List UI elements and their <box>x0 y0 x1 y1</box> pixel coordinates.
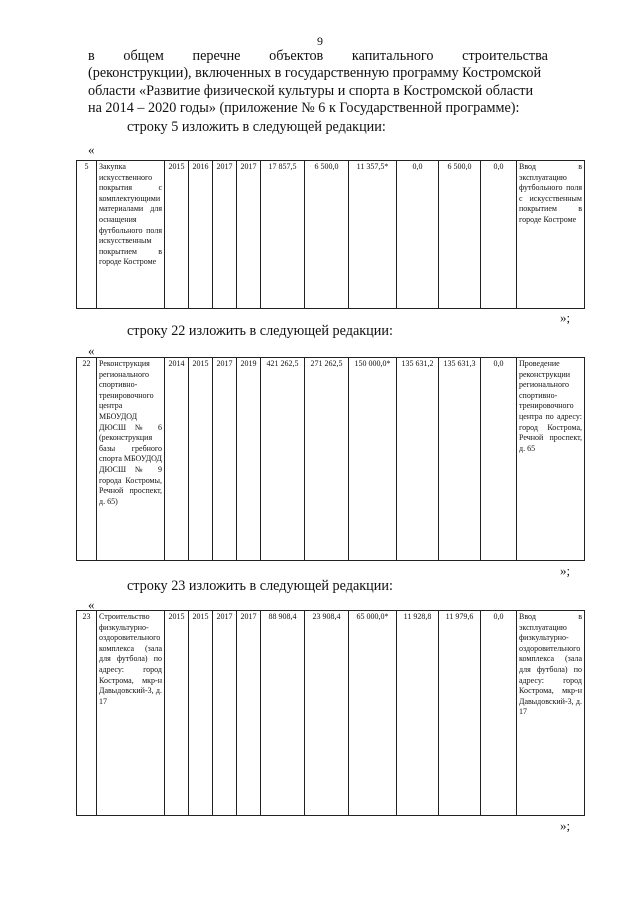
instruction-row-22: строку 22 изложить в следующей редакции: <box>127 323 393 339</box>
value-cell: 6 500,0 <box>439 161 481 309</box>
year-cell: 2015 <box>165 611 189 816</box>
open-quote: « <box>88 597 95 612</box>
table-row-5 <box>76 160 585 309</box>
close-mark: »; <box>560 563 571 578</box>
close-mark: »; <box>560 818 571 833</box>
intro-line-4: на 2014 – 2020 годы» (приложение № 6 к Государственной программе): <box>88 99 520 116</box>
value-cell: 135 631,3 <box>439 358 481 561</box>
intro-word: капитального <box>351 48 434 64</box>
year-cell: 2017 <box>237 161 261 309</box>
open-quote: « <box>88 142 95 157</box>
instruction-row-5: строку 5 изложить в следующей редакции: <box>127 119 386 135</box>
value-cell: 23 908,4 <box>305 611 349 816</box>
value-cell: 17 857,5 <box>261 161 305 309</box>
intro-paragraph <box>88 48 548 117</box>
value-cell: 11 357,5* <box>349 161 397 309</box>
expected-result: Проведение реконструкции регионального спортивно-тренировочного центра по адресу: город Кострома, Речной проспект, д. 65 <box>517 358 585 561</box>
intro-line-2: (реконструкции), включенных в государственную программу Костромской <box>88 65 542 82</box>
year-cell: 2017 <box>237 611 261 816</box>
table-row-22 <box>76 357 585 561</box>
value-cell: 88 908,4 <box>261 611 305 816</box>
year-cell: 2017 <box>213 611 237 816</box>
page-number: 9 <box>317 34 323 48</box>
value-cell: 6 500,0 <box>305 161 349 309</box>
value-cell: 11 928,8 <box>397 611 439 816</box>
year-cell: 2015 <box>189 358 213 561</box>
intro-word: объектов <box>269 48 324 64</box>
intro-line-1 <box>88 48 548 65</box>
open-quote: « <box>88 343 95 358</box>
year-cell: 2017 <box>213 161 237 309</box>
row-number: 5 <box>77 161 97 309</box>
value-cell: 11 979,6 <box>439 611 481 816</box>
intro-word: общем <box>123 48 164 64</box>
object-name: Строительство физкультурно-оздоровительного комплекса (зала для футбола) по адресу: город Кострома, мкр-н Давыдовский-3, д. 17 <box>97 611 165 816</box>
value-cell: 65 000,0* <box>349 611 397 816</box>
year-cell: 2017 <box>213 358 237 561</box>
expected-result: Ввод в эксплуатацию физкультурно-оздоровительного комплекса (зала для футбола) по адресу: город Кострома, мкр-н Давыдовский-3, д. 17 <box>517 611 585 816</box>
value-cell: 0,0 <box>397 161 439 309</box>
year-cell: 2019 <box>237 358 261 561</box>
instruction-row-23: строку 23 изложить в следующей редакции: <box>127 578 393 594</box>
row-number: 23 <box>77 611 97 816</box>
value-cell: 0,0 <box>481 611 517 816</box>
object-name: Реконструкция регионального спортивно-тренировочного центра МБОУДОД ДЮСШ № 6 (реконструкция базы гребного спорта МБОУДОД ДЮСШ № 9 города Костромы, Речной проспект, д. 65) <box>97 358 165 561</box>
year-cell: 2014 <box>165 358 189 561</box>
row-number: 22 <box>77 358 97 561</box>
value-cell: 421 262,5 <box>261 358 305 561</box>
intro-line-3: области «Развитие физической культуры и спорта в Костромской области <box>88 82 534 99</box>
year-cell: 2015 <box>189 611 213 816</box>
intro-word: в <box>88 48 95 64</box>
value-cell: 0,0 <box>481 161 517 309</box>
object-name: Закупка искусственного покрытия с комплектующими материалами для оснащения футбольного поля искусственным покрытием в городе Костроме <box>97 161 165 309</box>
value-cell: 150 000,0* <box>349 358 397 561</box>
intro-word: строительства <box>462 48 548 64</box>
value-cell: 0,0 <box>481 358 517 561</box>
intro-word: перечне <box>192 48 241 64</box>
year-cell: 2015 <box>165 161 189 309</box>
table-row-23 <box>76 610 585 816</box>
year-cell: 2016 <box>189 161 213 309</box>
close-mark: »; <box>560 310 571 325</box>
value-cell: 271 262,5 <box>305 358 349 561</box>
value-cell: 135 631,2 <box>397 358 439 561</box>
expected-result: Ввод в эксплуатацию футбольного поля с искусственным покрытием в городе Костроме <box>517 161 585 309</box>
